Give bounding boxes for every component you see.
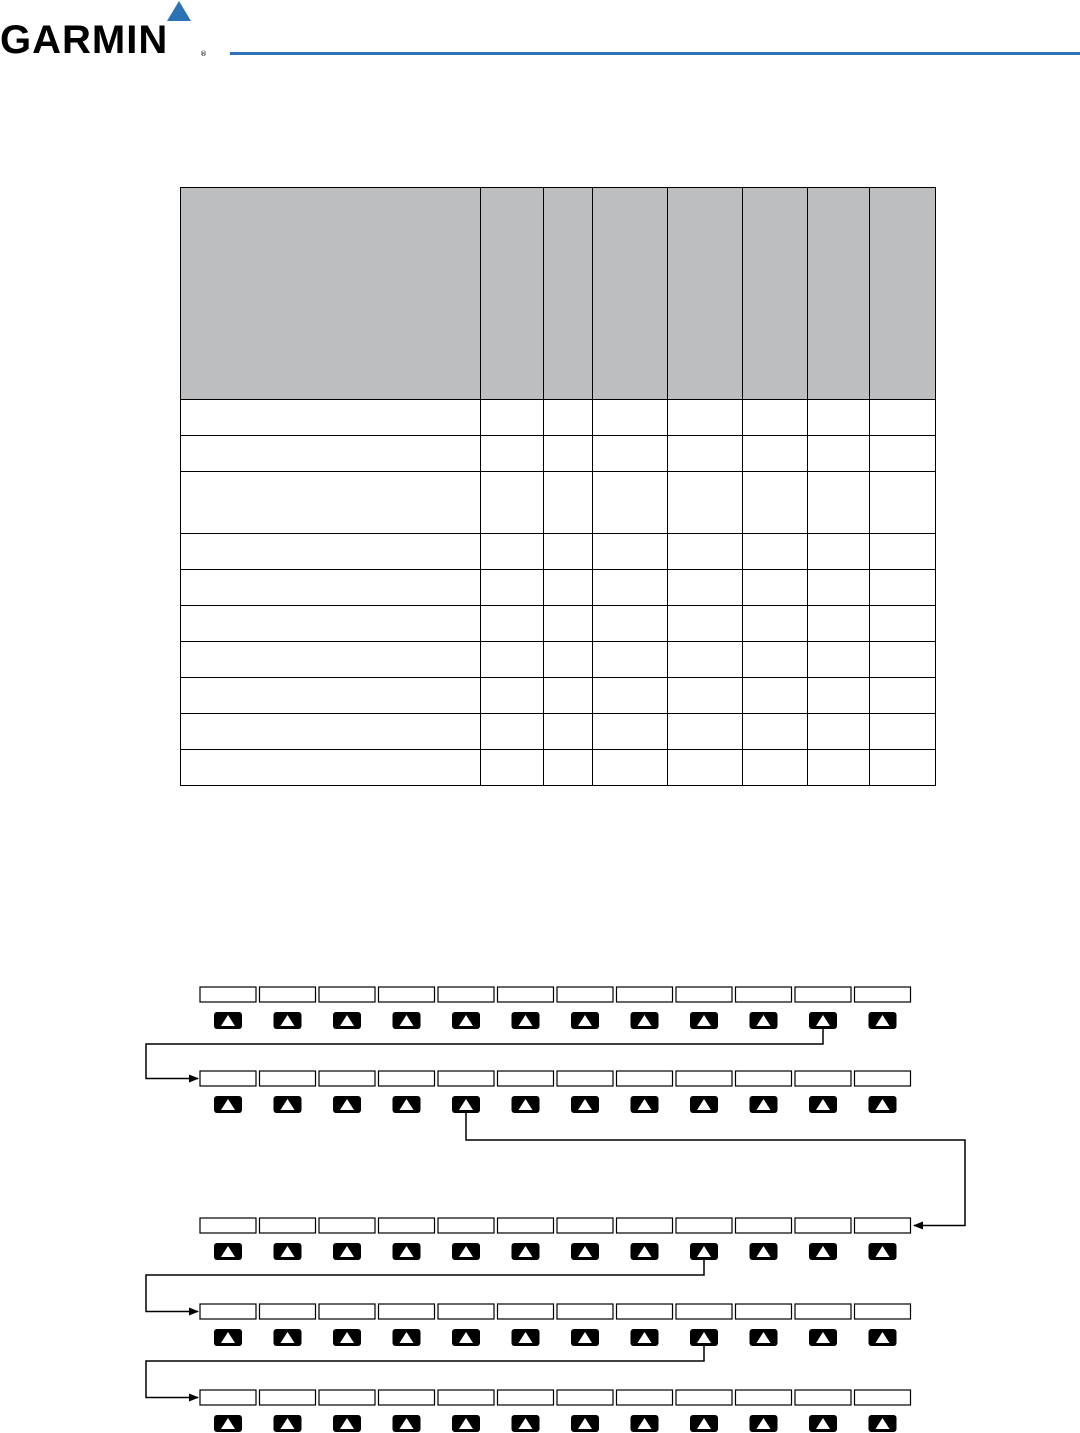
up-arrow-button-icon[interactable] <box>333 1415 361 1432</box>
softkey-label-box <box>557 1390 613 1405</box>
up-arrow-button-icon[interactable] <box>274 1096 302 1113</box>
up-arrow-button-icon[interactable] <box>512 1329 540 1346</box>
softkey-label-box <box>498 1390 554 1405</box>
softkey-label-box <box>379 1304 435 1319</box>
up-arrow-button-icon[interactable] <box>452 1096 480 1113</box>
up-arrow-button-icon[interactable] <box>869 1329 897 1346</box>
softkey-row <box>200 1218 911 1260</box>
softkey-label-box <box>319 1218 375 1233</box>
up-arrow-button-icon[interactable] <box>869 1415 897 1432</box>
softkey-label-box <box>498 1218 554 1233</box>
up-arrow-button-icon[interactable] <box>631 1415 659 1432</box>
up-arrow-button-icon[interactable] <box>333 1012 361 1029</box>
softkey-label-box <box>438 987 494 1002</box>
up-arrow-button-icon[interactable] <box>393 1243 421 1260</box>
up-arrow-button-icon[interactable] <box>214 1243 242 1260</box>
softkey-label-box <box>676 1071 732 1086</box>
up-arrow-button-icon[interactable] <box>393 1329 421 1346</box>
softkey-row <box>200 1071 911 1113</box>
softkey-label-box <box>795 1390 851 1405</box>
softkey-label-box <box>617 1390 673 1405</box>
softkey-label-box <box>260 1390 316 1405</box>
softkey-label-box <box>736 1071 792 1086</box>
up-arrow-button-icon[interactable] <box>274 1012 302 1029</box>
softkey-label-box <box>795 1071 851 1086</box>
softkey-label-box <box>795 1218 851 1233</box>
softkey-label-box <box>736 1390 792 1405</box>
up-arrow-button-icon[interactable] <box>452 1329 480 1346</box>
softkey-label-box <box>260 987 316 1002</box>
up-arrow-button-icon[interactable] <box>333 1329 361 1346</box>
softkey-label-box <box>379 1218 435 1233</box>
softkey-label-box <box>438 1071 494 1086</box>
up-arrow-button-icon[interactable] <box>393 1096 421 1113</box>
softkey-label-box <box>379 1071 435 1086</box>
up-arrow-button-icon[interactable] <box>393 1012 421 1029</box>
up-arrow-button-icon[interactable] <box>750 1415 778 1432</box>
up-arrow-button-icon[interactable] <box>571 1012 599 1029</box>
up-arrow-button-icon[interactable] <box>452 1415 480 1432</box>
softkey-label-box <box>676 1390 732 1405</box>
connector-arrow <box>466 1113 965 1226</box>
up-arrow-button-icon[interactable] <box>631 1329 659 1346</box>
softkey-label-box <box>736 1304 792 1319</box>
up-arrow-button-icon[interactable] <box>571 1415 599 1432</box>
softkey-row <box>200 1304 911 1346</box>
softkey-label-box <box>200 1218 256 1233</box>
softkey-row <box>200 987 911 1029</box>
up-arrow-button-icon[interactable] <box>452 1012 480 1029</box>
softkey-label-box <box>200 1304 256 1319</box>
registered-mark: ® <box>200 50 207 58</box>
up-arrow-button-icon[interactable] <box>869 1243 897 1260</box>
softkey-label-box <box>855 1390 911 1405</box>
up-arrow-button-icon[interactable] <box>512 1243 540 1260</box>
softkey-label-box <box>795 987 851 1002</box>
up-arrow-button-icon[interactable] <box>750 1243 778 1260</box>
up-arrow-button-icon[interactable] <box>333 1243 361 1260</box>
softkey-label-box <box>438 1304 494 1319</box>
softkey-label-box <box>676 1218 732 1233</box>
up-arrow-button-icon[interactable] <box>869 1012 897 1029</box>
up-arrow-button-icon[interactable] <box>274 1415 302 1432</box>
softkey-label-box <box>319 987 375 1002</box>
up-arrow-button-icon[interactable] <box>214 1415 242 1432</box>
up-arrow-button-icon[interactable] <box>214 1012 242 1029</box>
softkey-label-box <box>260 1304 316 1319</box>
softkey-label-box <box>617 1304 673 1319</box>
up-arrow-button-icon[interactable] <box>631 1096 659 1113</box>
up-arrow-button-icon[interactable] <box>631 1243 659 1260</box>
up-arrow-button-icon[interactable] <box>214 1329 242 1346</box>
softkey-row <box>200 1390 911 1432</box>
up-arrow-button-icon[interactable] <box>690 1012 718 1029</box>
softkey-label-box <box>319 1304 375 1319</box>
up-arrow-button-icon[interactable] <box>809 1243 837 1260</box>
up-arrow-button-icon[interactable] <box>571 1243 599 1260</box>
up-arrow-button-icon[interactable] <box>690 1329 718 1346</box>
softkey-label-box <box>617 1071 673 1086</box>
softkey-label-box <box>379 987 435 1002</box>
softkey-label-box <box>319 1390 375 1405</box>
up-arrow-button-icon[interactable] <box>750 1096 778 1113</box>
softkey-label-box <box>200 1390 256 1405</box>
up-arrow-button-icon[interactable] <box>214 1096 242 1113</box>
softkey-label-box <box>855 1304 911 1319</box>
softkey-label-box <box>676 987 732 1002</box>
softkey-label-box <box>855 1218 911 1233</box>
up-arrow-button-icon[interactable] <box>750 1012 778 1029</box>
up-arrow-button-icon[interactable] <box>274 1329 302 1346</box>
up-arrow-button-icon[interactable] <box>869 1096 897 1113</box>
up-arrow-button-icon[interactable] <box>512 1096 540 1113</box>
softkey-label-box <box>795 1304 851 1319</box>
up-arrow-button-icon[interactable] <box>690 1243 718 1260</box>
up-arrow-button-icon[interactable] <box>690 1096 718 1113</box>
softkey-label-box <box>676 1304 732 1319</box>
up-arrow-button-icon[interactable] <box>631 1012 659 1029</box>
up-arrow-button-icon[interactable] <box>809 1329 837 1346</box>
up-arrow-button-icon[interactable] <box>809 1415 837 1432</box>
softkey-label-box <box>617 987 673 1002</box>
softkey-label-box <box>260 1218 316 1233</box>
up-arrow-button-icon[interactable] <box>333 1096 361 1113</box>
up-arrow-button-icon[interactable] <box>512 1415 540 1432</box>
softkey-label-box <box>557 1304 613 1319</box>
up-arrow-button-icon[interactable] <box>393 1415 421 1432</box>
softkey-label-box <box>200 987 256 1002</box>
softkey-label-box <box>557 1218 613 1233</box>
softkey-label-box <box>736 1218 792 1233</box>
up-arrow-button-icon[interactable] <box>809 1096 837 1113</box>
softkey-label-box <box>855 987 911 1002</box>
softkey-label-box <box>498 1304 554 1319</box>
softkey-label-box <box>557 1071 613 1086</box>
softkey-label-box <box>557 987 613 1002</box>
softkey-label-box <box>736 987 792 1002</box>
garmin-logo: GARMIN <box>0 18 169 62</box>
softkey-label-box <box>855 1071 911 1086</box>
softkey-label-box <box>260 1071 316 1086</box>
softkey-label-box <box>438 1390 494 1405</box>
up-arrow-button-icon[interactable] <box>809 1012 837 1029</box>
up-arrow-button-icon[interactable] <box>750 1329 778 1346</box>
softkey-label-box <box>438 1218 494 1233</box>
softkey-label-box <box>379 1390 435 1405</box>
up-arrow-button-icon[interactable] <box>274 1243 302 1260</box>
up-arrow-button-icon[interactable] <box>690 1415 718 1432</box>
up-arrow-button-icon[interactable] <box>452 1243 480 1260</box>
softkey-label-box <box>200 1071 256 1086</box>
up-arrow-button-icon[interactable] <box>571 1329 599 1346</box>
softkey-label-box <box>319 1071 375 1086</box>
up-arrow-button-icon[interactable] <box>512 1012 540 1029</box>
softkey-label-box <box>617 1218 673 1233</box>
softkey-label-box <box>498 987 554 1002</box>
up-arrow-button-icon[interactable] <box>571 1096 599 1113</box>
softkey-label-box <box>498 1071 554 1086</box>
